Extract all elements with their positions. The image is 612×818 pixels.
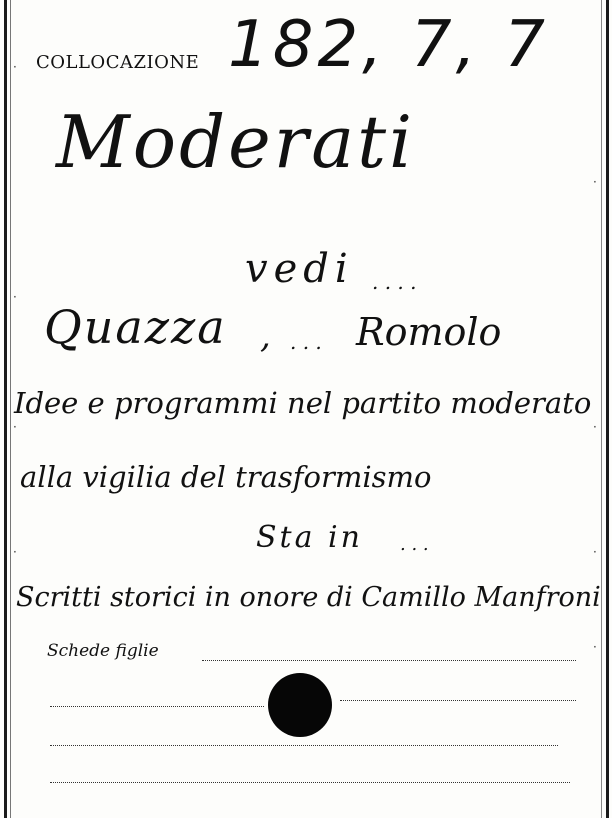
margin-dot: · bbox=[593, 420, 597, 434]
see-label: vedi bbox=[245, 246, 354, 292]
margin-dot: · bbox=[13, 545, 17, 559]
dotted-rule-2b bbox=[340, 700, 576, 701]
margin-dot: · bbox=[593, 640, 597, 654]
child-cards-label: Schede figlie bbox=[47, 641, 159, 661]
contained-in-label: Sta in bbox=[256, 520, 363, 555]
dotted-rule-2a bbox=[50, 706, 264, 707]
collocazione-label: COLLOCAZIONE bbox=[36, 52, 200, 73]
dotted-rule-1 bbox=[202, 660, 576, 661]
margin-dot: · bbox=[593, 175, 597, 189]
card-left-rule bbox=[10, 0, 11, 818]
author-separator: , bbox=[260, 316, 271, 356]
margin-dot: · bbox=[593, 545, 597, 559]
author-given-name: Romolo bbox=[356, 310, 502, 354]
dotted-rule-3 bbox=[50, 745, 558, 746]
punch-hole bbox=[268, 673, 332, 737]
title-line-1: Idee e programmi nel partito moderato bbox=[14, 386, 592, 420]
card-left-edge bbox=[4, 0, 7, 818]
card-right-edge bbox=[606, 0, 609, 818]
contained-in-dots: . . . bbox=[400, 534, 429, 555]
subject-heading: Moderati bbox=[56, 100, 416, 184]
author-dots: . . . bbox=[290, 330, 322, 354]
margin-dot: · bbox=[13, 420, 17, 434]
source-title: Scritti storici in onore di Camillo Manfroni bbox=[16, 582, 601, 613]
see-dots: . . . . bbox=[372, 270, 417, 294]
card-right-rule bbox=[601, 0, 602, 818]
title-line-2: alla vigilia del trasformismo bbox=[20, 460, 432, 494]
shelfmark: 182, 7, 7 bbox=[228, 8, 549, 82]
margin-dot: · bbox=[13, 290, 17, 304]
dotted-rule-4 bbox=[50, 782, 570, 783]
margin-dot: · bbox=[13, 60, 17, 74]
author-surname: Quazza bbox=[44, 300, 227, 354]
